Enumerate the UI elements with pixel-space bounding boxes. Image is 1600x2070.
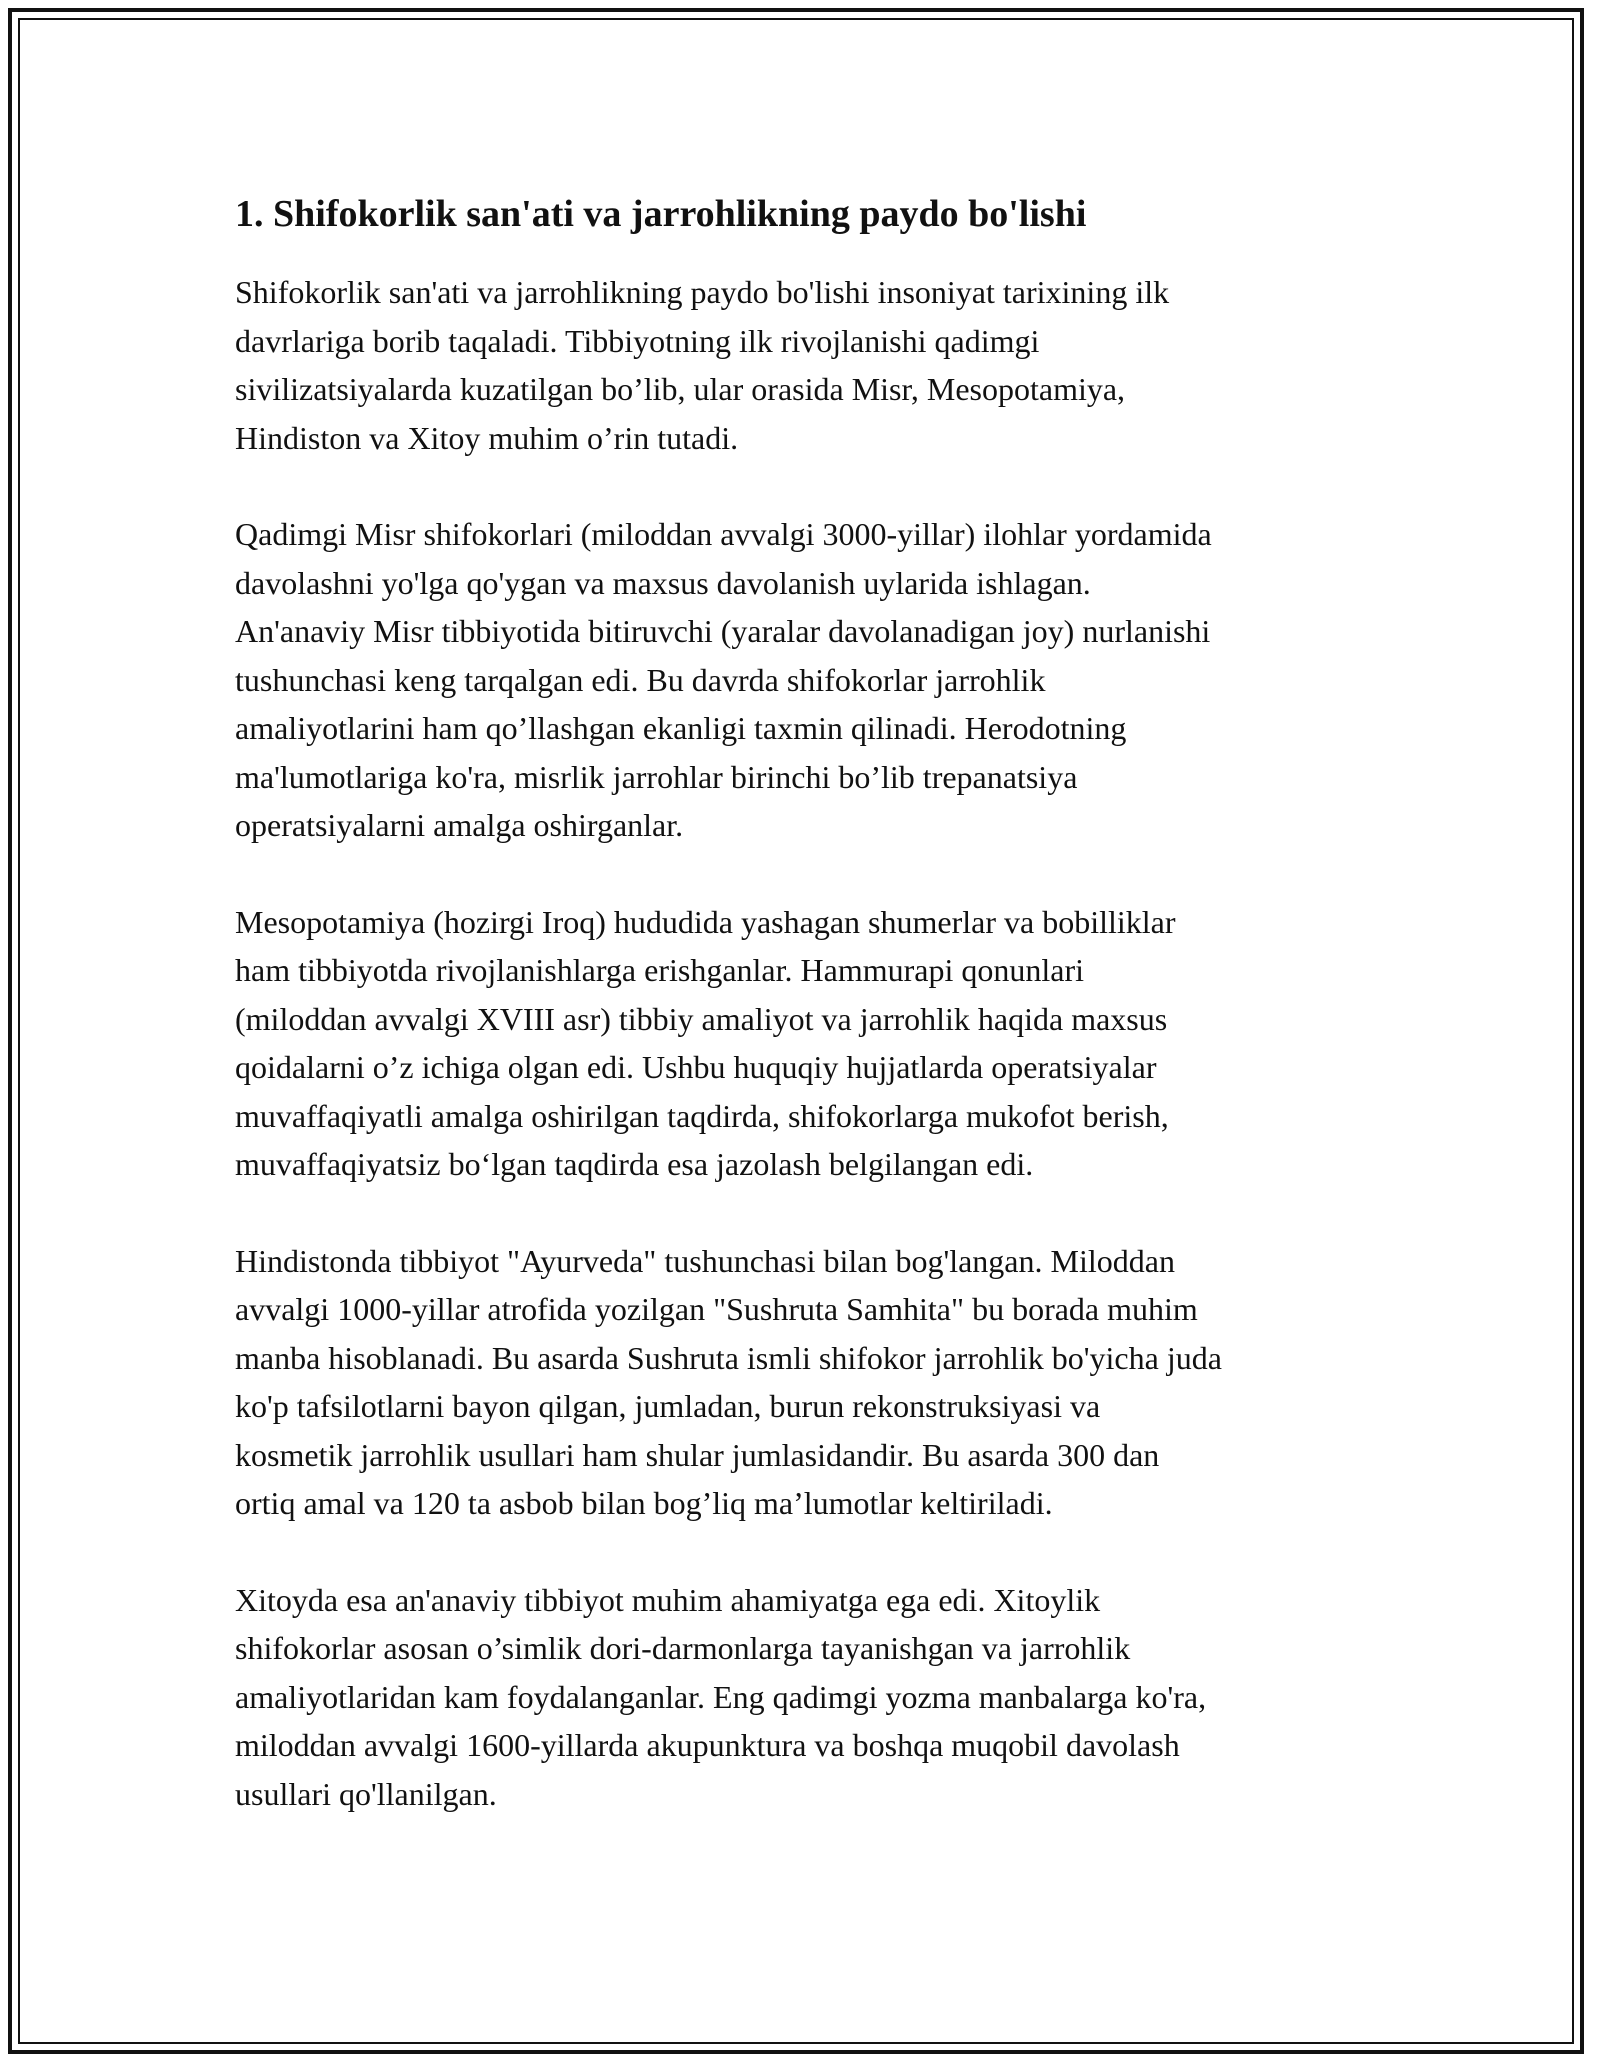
paragraph-egypt: Qadimgi Misr shifokorlari (miloddan avvalgi 3000-yillar) ilohlar yordamida davolashni yo'lga qo'ygan va maxsus davolanish uylarida ishlagan. An'anaviy Misr tibbiyotida bitiruvchi (yaralar davolanadigan joy) nurlanishi tushunchasi keng tarqalgan edi. Bu davrda shifokorlar jarrohlik amaliyotlarini ham qo’llashgan ekanligi taxmin qilinadi. Herodotning ma'lumotlariga ko'ra, misrlik jarrohlar birinchi bo’lib trepanatsiya operatsiyalarni amalga oshirganlar. bbox=[235, 516, 1212, 843]
paragraph-mesopotamia: Mesopotamiya (hozirgi Iroq) hududida yashagan shumerlar va bobilliklar ham tibbiyotda rivojlanishlarga erishganlar. Hammurapi qonunlari (miloddan avvalgi XVIII asr) tibbiy amaliyot va jarrohlik haqida maxsus qoidalarni o’z ichiga olgan edi. Ushbu huquqiy hujjatlarda operatsiyalar muvaffaqiyatli amalga oshirilgan taqdirda, shifokorlarga mukofot berish, muvaffaqiyatsiz bo‘lgan taqdirda esa jazolash belgilangan edi. bbox=[235, 903, 1176, 1182]
paragraph-china: Xitoyda esa an'anaviy tibbiyot muhim ahamiyatga ega edi. Xitoylik shifokorlar asosan o’simlik dori-darmonlarga tayanishgan va jarrohlik amaliyotlaridan kam foydalanganlar. Eng qadimgi yozma manbalarga ko'ra, miloddan avvalgi 1600-yillarda akupunktura va boshqa muqobil davolash usullari qo'llanilgan. bbox=[235, 1581, 1207, 1812]
document-body bbox=[235, 190, 1385, 1866]
section-heading: 1. Shifokorlik san'ati va jarrohlikning paydo bo'lishi bbox=[235, 193, 1087, 235]
paragraph-india: Hindistonda tibbiyot "Ayurveda" tushunchasi bilan bog'langan. Miloddan avvalgi 1000-yillar atrofida yozilgan "Sushruta Samhita" bu borada muhim manba hisoblanadi. Bu asarda Sushruta ismli shifokor jarrohlik bo'yicha juda ko'p tafsilotlarni bayon qilgan, jumladan, burun rekonstruksiyasi va kosmetik jarrohlik usullari ham shular jumlasidandir. Bu asarda 300 dan ortiq amal va 120 ta asbob bilan bog’liq ma’lumotlar keltiriladi. bbox=[235, 1242, 1222, 1521]
paragraph-intro: Shifokorlik san'ati va jarrohlikning paydo bo'lishi insoniyat tarixining ilk davrlariga borib taqaladi. Tibbiyotning ilk rivojlanishi qadimgi sivilizatsiyalarda kuzatilgan bo’lib, ular orasida Misr, Mesopotamiya, Hindiston va Xitoy muhim o’rin tutadi. bbox=[235, 274, 1170, 456]
